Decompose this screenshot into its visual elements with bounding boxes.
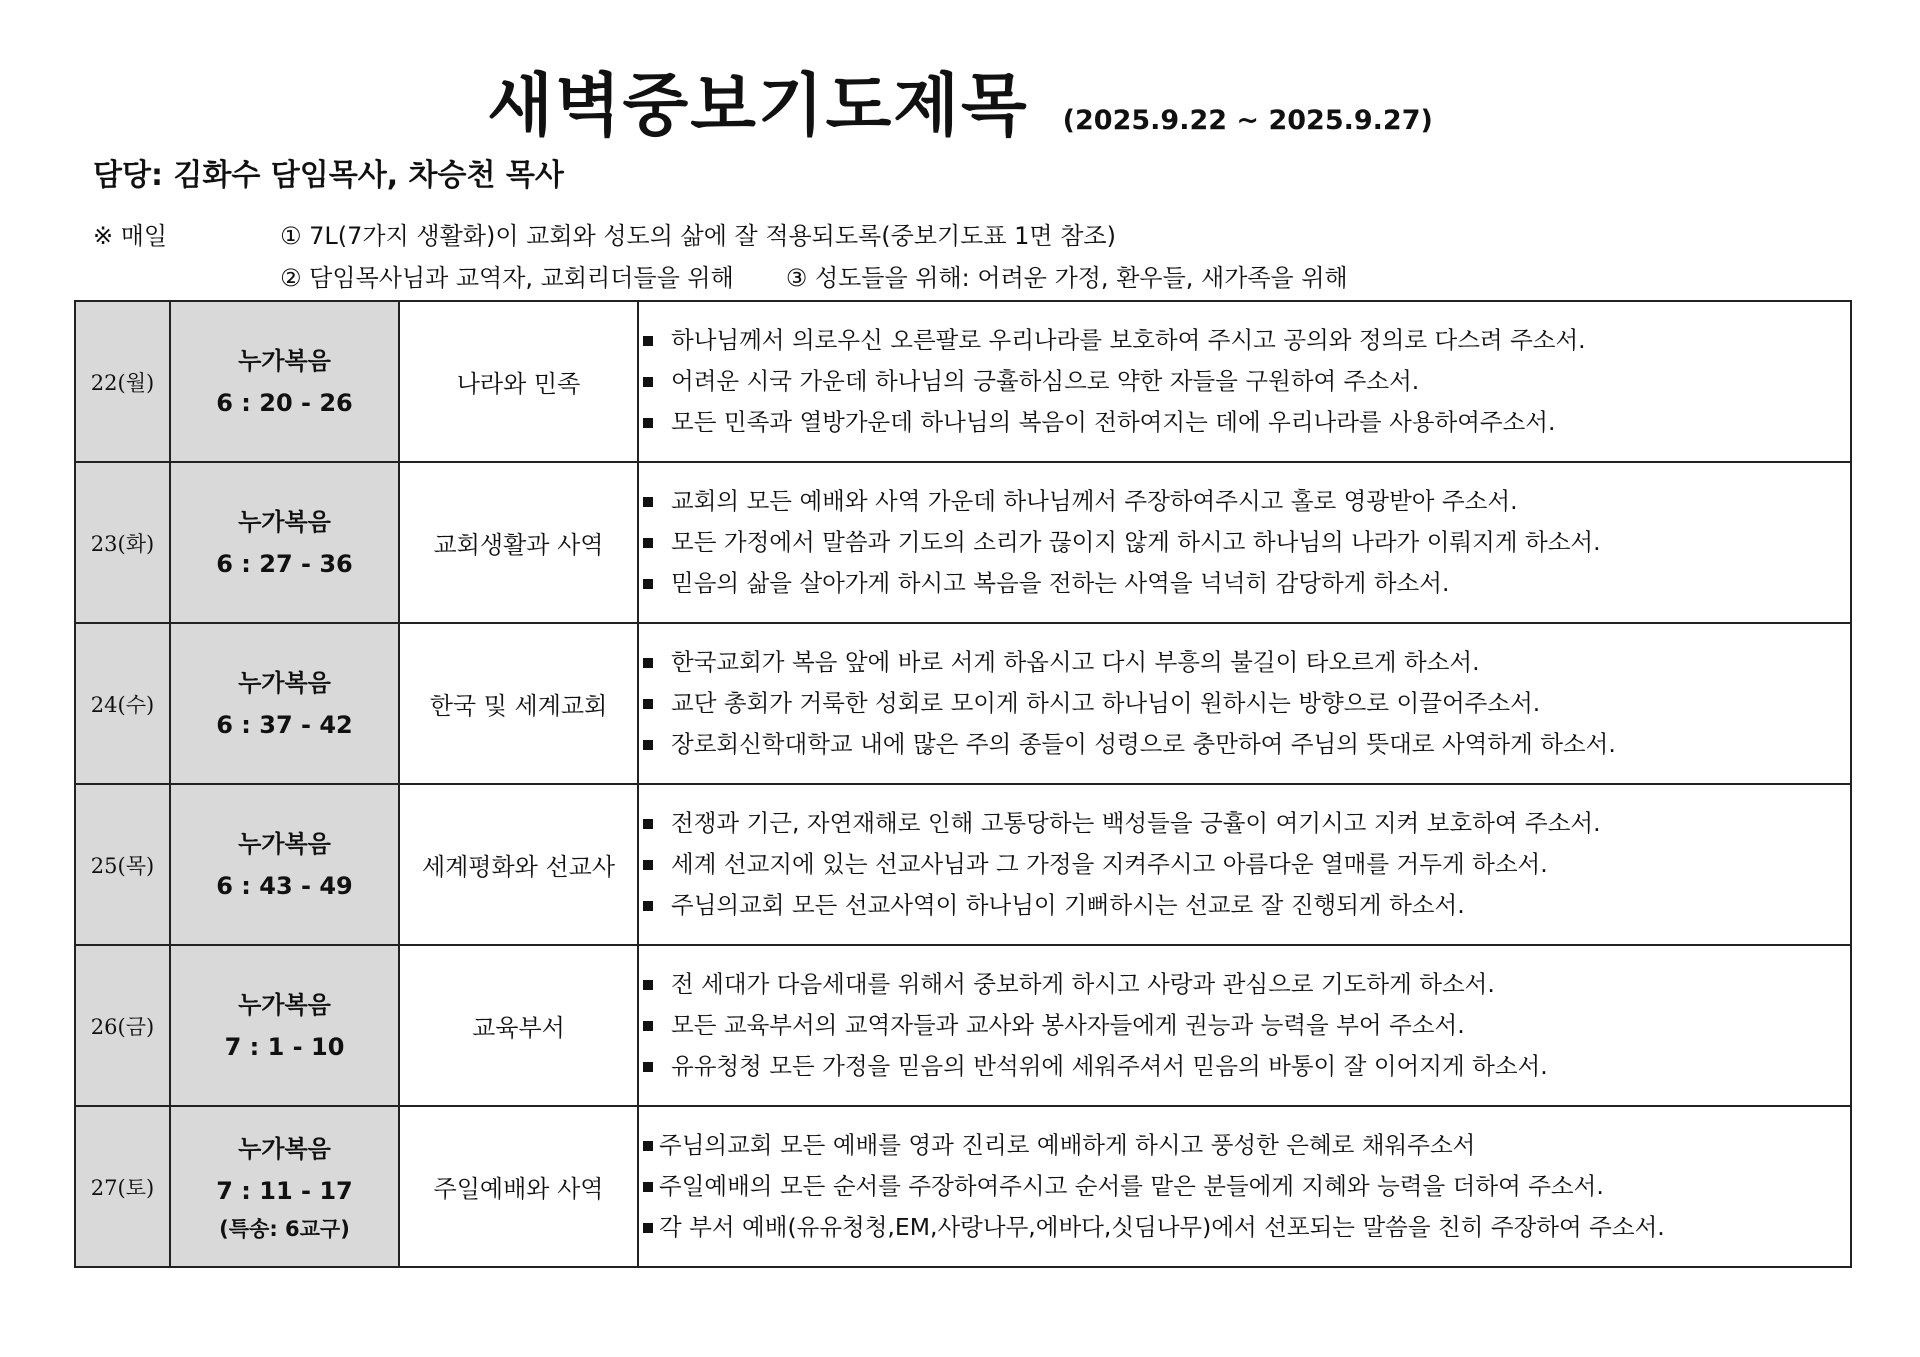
square-bullet-icon <box>643 377 653 387</box>
topic-cell: 교회생활과 사역 <box>399 462 638 623</box>
prayer-text: 믿음의 삶을 살아가게 하시고 복음을 전하는 사역을 넉넉히 감당하게 하소서. <box>671 569 1450 597</box>
table-row <box>75 784 1851 945</box>
prayer-list <box>639 964 1850 1087</box>
list-item <box>639 844 1850 885</box>
prayers-cell <box>638 945 1851 1106</box>
list-item <box>639 522 1850 563</box>
table-row <box>75 462 1851 623</box>
list-item <box>639 683 1850 724</box>
prayer-text: 전 세대가 다음세대를 위해서 중보하게 하시고 사랑과 관심으로 기도하게 하소서. <box>671 970 1495 998</box>
prayer-text: 주일예배의 모든 순서를 주장하여주시고 순서를 맡은 분들에게 지혜와 능력을 더하여 주소서. <box>659 1172 1604 1200</box>
scripture-book: 누가복음 <box>238 346 331 375</box>
page-title: 새벽중보기도제목 <box>487 67 1029 146</box>
topic-cell: 한국 및 세계교회 <box>399 623 638 784</box>
list-item <box>639 885 1850 926</box>
list-item <box>639 724 1850 765</box>
prayer-text: 모든 가정에서 말씀과 기도의 소리가 끊이지 않게 하시고 하나님의 나라가 이뤄지게 하소서. <box>671 528 1601 556</box>
prayers-cell <box>638 623 1851 784</box>
daily-items-2-3 <box>280 258 1348 293</box>
day-cell: 25(목) <box>75 784 170 945</box>
table-row <box>75 623 1851 784</box>
prayer-list <box>639 320 1850 443</box>
scripture-cell <box>170 301 399 462</box>
topic-cell: 나라와 민족 <box>399 301 638 462</box>
prayer-list <box>639 1125 1850 1248</box>
scripture-cell <box>170 462 399 623</box>
prayer-text: 주님의교회 모든 선교사역이 하나님이 기뻐하시는 선교로 잘 진행되게 하소서. <box>671 891 1465 919</box>
prayers-cell <box>638 301 1851 462</box>
prayer-list <box>639 642 1850 765</box>
prayer-text: 하나님께서 의로우신 오른팔로 우리나라를 보호하여 주시고 공의와 정의로 다스려 주소서. <box>671 326 1586 354</box>
daily-item-2-text: ② 담임목사님과 교역자, 교회리더들을 위해 <box>280 264 734 292</box>
square-bullet-icon <box>643 1141 653 1151</box>
scripture-verses: 7 : 1 - 10 <box>224 1032 345 1061</box>
list-item <box>639 361 1850 402</box>
scripture-book: 누가복음 <box>238 1134 331 1163</box>
list-item <box>639 1125 1850 1166</box>
scripture-book: 누가복음 <box>238 668 331 697</box>
square-bullet-icon <box>643 538 653 548</box>
scripture-book: 누가복음 <box>238 829 331 858</box>
square-bullet-icon <box>643 901 653 911</box>
list-item <box>639 563 1850 604</box>
scripture-book: 누가복음 <box>238 990 331 1019</box>
date-range: (2025.9.22 ~ 2025.9.27) <box>1062 105 1433 136</box>
special-song-note: (특송: 6교구) <box>219 1216 350 1241</box>
square-bullet-icon <box>643 819 653 829</box>
scripture-cell <box>170 784 399 945</box>
scripture-book: 누가복음 <box>238 507 331 536</box>
day-cell: 23(화) <box>75 462 170 623</box>
list-item <box>639 964 1850 1005</box>
scripture-cell <box>170 623 399 784</box>
square-bullet-icon <box>643 336 653 346</box>
day-cell: 24(수) <box>75 623 170 784</box>
square-bullet-icon <box>643 579 653 589</box>
daily-item-3-text: ③ 성도들을 위해: 어려운 가정, 환우들, 새가족을 위해 <box>785 264 1348 292</box>
prayer-text: 주님의교회 모든 예배를 영과 진리로 예배하게 하시고 풍성한 은혜로 채워주소서 <box>659 1131 1476 1159</box>
prayer-text: 교단 총회가 거룩한 성회로 모이게 하시고 하나님이 원하시는 방향으로 이끌어주소서. <box>671 689 1541 717</box>
square-bullet-icon <box>643 980 653 990</box>
prayer-list <box>639 481 1850 604</box>
prayer-text: 유유청청 모든 가정을 믿음의 반석위에 세워주셔서 믿음의 바통이 잘 이어지게 하소서. <box>671 1052 1548 1080</box>
square-bullet-icon <box>643 1021 653 1031</box>
list-item <box>639 1207 1850 1248</box>
scripture-verses: 7 : 11 - 17 <box>216 1176 353 1205</box>
daily-item-1 <box>280 216 1116 251</box>
list-item <box>639 481 1850 522</box>
square-bullet-icon <box>643 1223 653 1233</box>
square-bullet-icon <box>643 860 653 870</box>
square-bullet-icon <box>643 658 653 668</box>
prayers-cell <box>638 1106 1851 1267</box>
topic-cell: 세계평화와 선교사 <box>399 784 638 945</box>
list-item <box>639 1166 1850 1207</box>
prayer-text: 교회의 모든 예배와 사역 가운데 하나님께서 주장하여주시고 홀로 영광받아 주소서. <box>671 487 1518 515</box>
prayer-text: 장로회신학대학교 내에 많은 주의 종들이 성령으로 충만하여 주님의 뜻대로 사역하게 하소서. <box>671 730 1616 758</box>
prayer-schedule-table <box>74 300 1852 1268</box>
table-row <box>75 945 1851 1106</box>
prayer-text: 한국교회가 복음 앞에 바로 서게 하옵시고 다시 부흥의 불길이 타오르게 하소서. <box>671 648 1480 676</box>
list-item <box>639 402 1850 443</box>
day-cell: 26(금) <box>75 945 170 1106</box>
prayer-text: 전쟁과 기근, 자연재해로 인해 고통당하는 백성들을 긍휼이 여기시고 지켜 보호하여 주소서. <box>671 809 1601 837</box>
square-bullet-icon <box>643 1062 653 1072</box>
scripture-cell <box>170 1106 399 1267</box>
prayer-text: 세계 선교지에 있는 선교사님과 그 가정을 지켜주시고 아름다운 열매를 거두게 하소서. <box>671 850 1548 878</box>
prayer-list <box>639 803 1850 926</box>
scripture-verses: 6 : 27 - 36 <box>216 549 353 578</box>
scripture-verses: 6 : 43 - 49 <box>216 871 353 900</box>
list-item <box>639 1046 1850 1087</box>
scripture-verses: 6 : 37 - 42 <box>216 710 353 739</box>
table-row <box>75 1106 1851 1267</box>
prayers-cell <box>638 462 1851 623</box>
day-cell: 27(토) <box>75 1106 170 1267</box>
prayers-cell <box>638 784 1851 945</box>
list-item <box>639 1005 1850 1046</box>
scripture-verses: 6 : 20 - 26 <box>216 388 353 417</box>
square-bullet-icon <box>643 418 653 428</box>
prayer-text: 모든 민족과 열방가운데 하나님의 복음이 전하여지는 데에 우리나라를 사용하여주소서. <box>671 408 1556 436</box>
prayer-text: 어려운 시국 가운데 하나님의 긍휼하심으로 약한 자들을 구원하여 주소서. <box>671 367 1420 395</box>
square-bullet-icon <box>643 740 653 750</box>
topic-cell: 주일예배와 사역 <box>399 1106 638 1267</box>
topic-cell: 교육부서 <box>399 945 638 1106</box>
square-bullet-icon <box>643 1182 653 1192</box>
list-item <box>639 803 1850 844</box>
square-bullet-icon <box>643 497 653 507</box>
list-item <box>639 642 1850 683</box>
daily-item-1-text: ① 7L(7가지 생활화)이 교회와 성도의 삶에 잘 적용되도록(중보기도표 1면 참조) <box>280 222 1116 250</box>
table-row <box>75 301 1851 462</box>
prayer-text: 각 부서 예배(유유청청,EM,사랑나무,에바다,싯딤나무)에서 선포되는 말씀을 친히 주장하여 주소서. <box>659 1213 1665 1241</box>
manager-line: 담당: 김화수 담임목사, 차승천 목사 <box>93 158 564 193</box>
square-bullet-icon <box>643 699 653 709</box>
list-item <box>639 320 1850 361</box>
title-row <box>0 52 1920 149</box>
daily-label: ※ 매일 <box>93 222 168 250</box>
day-cell: 22(월) <box>75 301 170 462</box>
scripture-cell <box>170 945 399 1106</box>
prayer-text: 모든 교육부서의 교역자들과 교사와 봉사자들에게 권능과 능력을 부어 주소서. <box>671 1011 1465 1039</box>
